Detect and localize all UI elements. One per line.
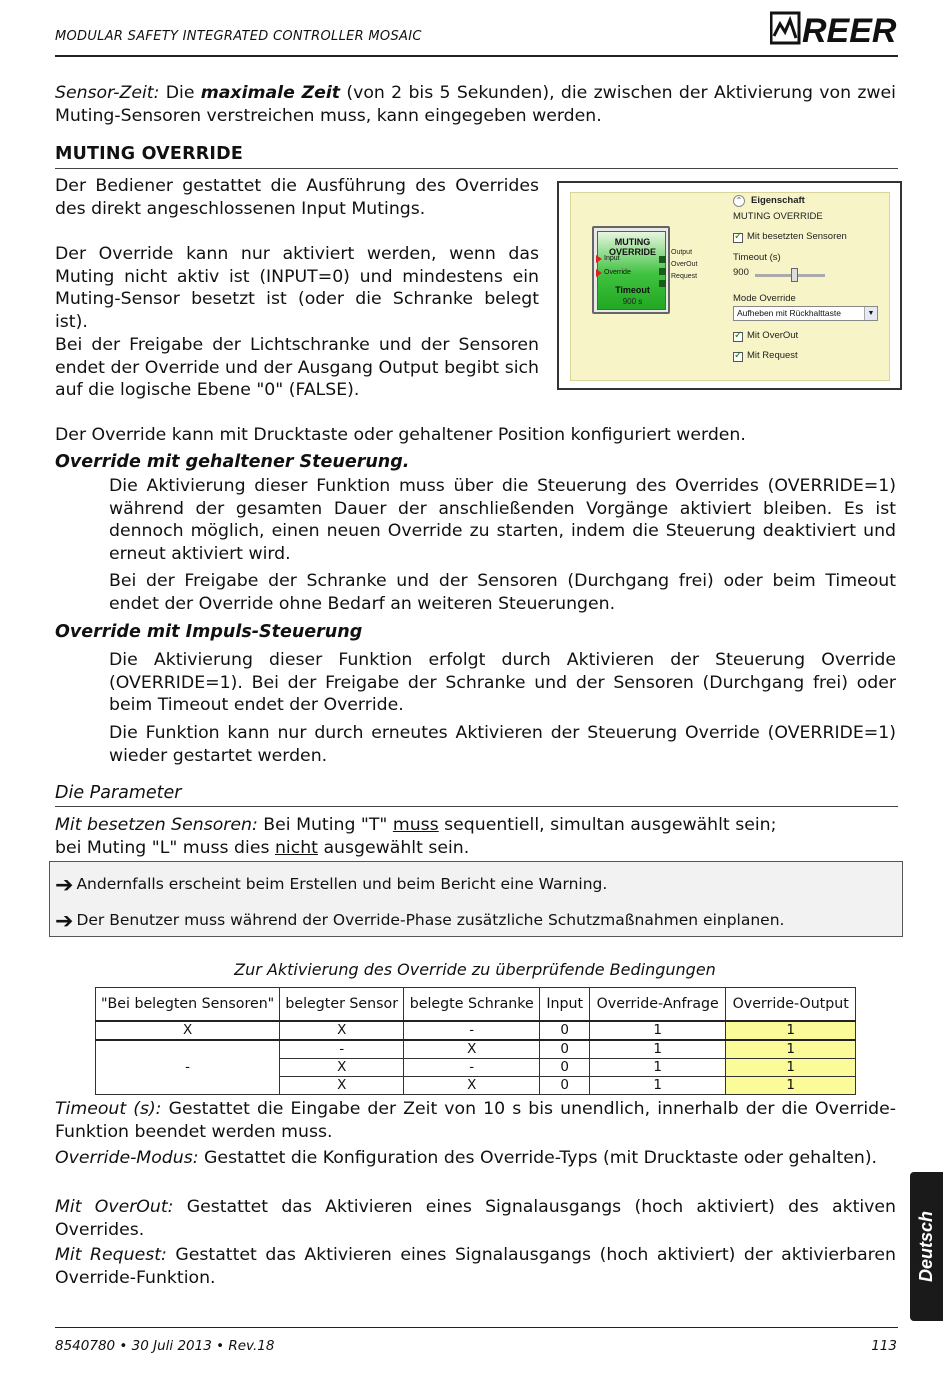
sensor-zeit-paragraph bbox=[55, 82, 896, 127]
page-number: 113 bbox=[871, 1338, 897, 1354]
modus-paragraph: Override-Modus: Gestattet die Konfiguration des Override-Typs (mit Drucktaste oder gehalten). bbox=[55, 1148, 878, 1168]
table-row: X X 0 1 1 bbox=[96, 1076, 856, 1094]
header-rule bbox=[55, 55, 898, 57]
sensor-zeit-text-2: (von 2 bis 5 Sekunden), die zwischen der Aktivierung von zwei Muting-Sensoren verstreichen muss, kann eingegeben werden. bbox=[55, 83, 896, 126]
table-row: X - 0 1 1 bbox=[96, 1058, 856, 1076]
input-port-arrow-icon bbox=[596, 255, 602, 263]
software-screenshot bbox=[557, 181, 902, 390]
chk-overout-label: Mit OverOut bbox=[747, 330, 799, 341]
out-request-label: Request bbox=[671, 273, 698, 280]
table-caption: Zur Aktivierung des Override zu überprüfende Bedingungen bbox=[234, 960, 716, 979]
table-header: belegte Schranke bbox=[404, 988, 540, 1021]
group-label: - bbox=[96, 1040, 280, 1095]
reer-logo bbox=[770, 10, 898, 46]
header-title: MODULAR SAFETY INTEGRATED CONTROLLER MOSAIC bbox=[55, 29, 422, 44]
gehalten-p2: Bei der Freigabe der Schranke und der Sensoren (Durchgang frei) oder beim Timeout endet der Override ohne Bedarf an weiteren Steuerungen. bbox=[109, 571, 896, 614]
muting-override-p3: Bei der Freigabe der Lichtschranke und der Sensoren endet der Override und der Ausgang Output begibt sich auf die logische Ebene "0" (FALSE). bbox=[55, 335, 539, 400]
checkbox-sensors[interactable] bbox=[733, 233, 743, 243]
mode-label: Mode Override bbox=[733, 293, 796, 304]
override-port-arrow-icon bbox=[596, 269, 602, 277]
out-output-label: Output bbox=[671, 249, 693, 256]
timeout-slider-thumb[interactable] bbox=[791, 268, 798, 282]
output-port-icon bbox=[659, 256, 666, 263]
port-input-label: Input bbox=[604, 255, 620, 262]
parameter-paragraph: Mit besetzen Sensoren: Bei Muting "T" muss sequentiell, simultan ausgewählt sein; bei Muting "L" muss dies nicht ausgewählt sein. bbox=[55, 815, 777, 858]
sensor-zeit-bold: maximale Zeit bbox=[200, 83, 341, 103]
checkbox-request[interactable] bbox=[733, 352, 743, 362]
request-paragraph: Mit Request: Gestattet das Aktivieren eines Signalausgangs (hoch aktiviert) der aktivierbaren Override-Funktion. bbox=[55, 1245, 896, 1288]
port-override-label: Override bbox=[604, 269, 631, 276]
parameter-rule bbox=[55, 806, 898, 807]
chk-sensors-label: Mit besetzten Sensoren bbox=[747, 231, 847, 242]
chevron-down-icon: ▼ bbox=[864, 307, 877, 320]
block-timeout-value: 900 s bbox=[622, 297, 643, 306]
timeout-slider-track[interactable] bbox=[755, 274, 825, 277]
footer-rule bbox=[55, 1327, 898, 1328]
prop-header: Eigenschaft bbox=[751, 195, 805, 206]
table-row: X X - 0 1 1 bbox=[96, 1021, 856, 1040]
muting-override-block bbox=[592, 226, 670, 314]
timeout-value[interactable]: 900 bbox=[733, 267, 749, 278]
block-title: MUTING OVERRIDE bbox=[608, 237, 656, 257]
footer-doc-info: 8540780 • 30 Juli 2013 • Rev.18 bbox=[55, 1338, 275, 1354]
out-overout-label: OverOut bbox=[671, 261, 698, 268]
table-row: - - X 0 1 1 bbox=[96, 1040, 856, 1059]
arrow-right-icon: ➔ bbox=[55, 873, 74, 898]
table-header: "Bei belegten Sensoren" bbox=[96, 988, 280, 1021]
sensor-zeit-text-1: Die bbox=[159, 83, 201, 103]
table-header-row bbox=[96, 988, 856, 1021]
section-rule bbox=[55, 168, 898, 169]
timeout-label: Timeout (s) bbox=[733, 252, 781, 263]
overout-port-icon bbox=[659, 268, 666, 275]
table-header: Override-Output bbox=[726, 988, 856, 1021]
language-tab-label: Deutsch bbox=[916, 1211, 936, 1283]
impuls-p2: Die Funktion kann nur durch erneutes Aktivieren der Steuerung Override (OVERRIDE=1) wieder gestartet werden. bbox=[109, 723, 896, 766]
table-header: Override-Anfrage bbox=[590, 988, 726, 1021]
conditions-table bbox=[95, 987, 856, 1095]
gehalten-title: Override mit gehaltener Steuerung. bbox=[55, 452, 410, 472]
impuls-p1: Die Aktivierung dieser Funktion erfolgt durch Aktivieren der Steuerung Override (OVERRIDE=1). Bei der Freigabe der Schranke und der Sensoren (Durchgang frei) oder beim Timeout endet der Override. bbox=[109, 650, 896, 715]
svg-text:REER: REER bbox=[802, 12, 897, 46]
collapse-icon[interactable]: ⌃ bbox=[733, 195, 745, 207]
mode-select[interactable]: Aufheben mit Rückhalttaste ▼ bbox=[733, 306, 878, 321]
note-1: ➔ Andernfalls erscheint beim Erstellen und beim Bericht eine Warning. bbox=[55, 873, 608, 898]
timeout-paragraph: Timeout (s): Gestattet die Eingabe der Zeit von 10 s bis unendlich, innerhalb der die Override-Funktion beendet werden muss. bbox=[55, 1099, 896, 1142]
muting-override-p2: Der Override kann nur aktiviert werden, wenn das Muting nicht aktiv ist (INPUT=0) und mindestens ein Muting-Sensor besetzt ist (oder die Schranke belegt ist). bbox=[55, 244, 539, 332]
impuls-title: Override mit Impuls-Steuerung bbox=[55, 622, 363, 642]
sensor-zeit-label: Sensor-Zeit: bbox=[55, 83, 160, 103]
note-2: ➔ Der Benutzer muss während der Override-Phase zusätzliche Schutzmaßnahmen einplanen. bbox=[55, 909, 785, 934]
language-tab[interactable] bbox=[910, 1172, 943, 1321]
block-timeout-label: Timeout bbox=[615, 285, 650, 295]
arrow-right-icon: ➔ bbox=[55, 909, 74, 934]
chk-request-label: Mit Request bbox=[747, 350, 798, 361]
muting-override-title: MUTING OVERRIDE bbox=[55, 144, 244, 164]
prop-name: MUTING OVERRIDE bbox=[733, 211, 823, 222]
table-header: Input bbox=[540, 988, 590, 1021]
checkbox-overout[interactable] bbox=[733, 332, 743, 342]
screenshot-canvas bbox=[570, 192, 890, 381]
note-box bbox=[49, 861, 903, 937]
muting-override-p1: Der Bediener gestattet die Ausführung des Overrides des direkt angeschlossenen Input Mutings. bbox=[55, 176, 539, 219]
gehalten-p1: Die Aktivierung dieser Funktion muss über die Steuerung des Overrides (OVERRIDE=1) während der gesamten Dauer der anschließenden Vorgänge aktiviert bleiben. Es ist dennoch möglich, einen neuen Override zu starten, indem die Steuerung deaktiviert und erneut aktiviert wird. bbox=[109, 476, 896, 564]
table-header: belegter Sensor bbox=[280, 988, 404, 1021]
parameter-title: Die Parameter bbox=[55, 783, 182, 803]
muting-override-p4: Der Override kann mit Drucktaste oder gehaltener Position konfiguriert werden. bbox=[55, 425, 746, 445]
overout-paragraph: Mit OverOut: Gestattet das Aktivieren eines Signalausgangs (hoch aktiviert) des aktiven Overrides. bbox=[55, 1197, 896, 1240]
